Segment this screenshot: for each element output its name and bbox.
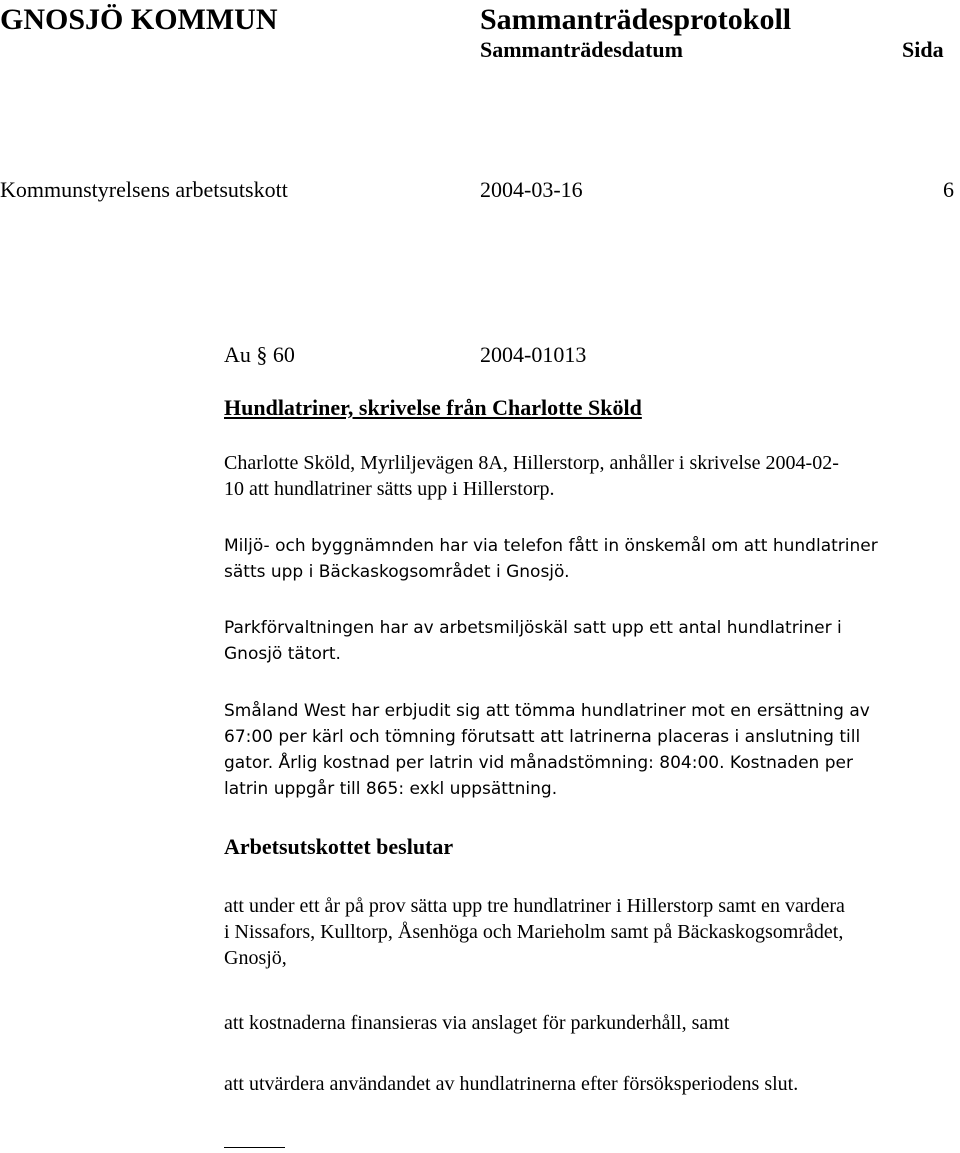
committee-name: Kommunstyrelsens arbetsutskott <box>0 177 288 202</box>
meeting-date-label: Sammanträdesdatum <box>480 37 683 62</box>
meeting-date: 2004-03-16 <box>480 177 583 202</box>
document-type: Sammanträdesprotokoll <box>480 3 792 36</box>
paragraph-line: sätts upp i Bäckaskogsområdet i Gnosjö. <box>224 562 570 582</box>
decision-item-financing <box>224 1010 960 1036</box>
page-number: 6 <box>943 177 954 202</box>
paragraph-line: Miljö- och byggnämnden har via telefon fått in önskemål om att hundlatriner <box>224 536 878 556</box>
paragraph-line: Charlotte Sköld, Myrliljevägen 8A, Hillerstorp, anhåller i skrivelse 2004-02- <box>224 452 839 474</box>
paragraph-line: gator. Årlig kostnad per latrin vid månadstömning: 804:00. Kostnaden per <box>224 753 853 773</box>
case-number: 2004-01013 <box>480 342 587 367</box>
item-title: Hundlatriner, skrivelse från Charlotte Sköld <box>224 395 642 420</box>
paragraph-reference: Au § 60 <box>224 342 295 367</box>
paragraph-line: Parkförvaltningen har av arbetsmiljöskäl satt upp ett antal hundlatriner i <box>224 618 842 638</box>
decision-item-install <box>224 893 960 971</box>
paragraph-park-administration <box>224 615 960 667</box>
paragraph-smaland-west-offer <box>224 698 960 802</box>
decision-line: att kostnaderna finansieras via anslaget för parkunderhåll, samt <box>224 1012 730 1034</box>
decision-item-evaluation <box>224 1071 960 1097</box>
decision-line: att under ett år på prov sätta upp tre hundlatriner i Hillerstorp samt en vardera <box>224 895 845 917</box>
paragraph-line: Småland West har erbjudit sig att tömma hundlatriner mot en ersättning av <box>224 701 870 721</box>
decision-line: i Nissafors, Kulltorp, Åsenhöga och Marieholm samt på Bäckaskogsområdet, <box>224 921 844 943</box>
decision-line: att utvärdera användandet av hundlatrinerna efter försöksperiodens slut. <box>224 1073 799 1095</box>
decision-line: Gnosjö, <box>224 947 287 969</box>
paragraph-line: 67:00 per kärl och tömning förutsatt att latrinerna placeras i anslutning till <box>224 727 861 747</box>
paragraph-line: Gnosjö tätort. <box>224 644 341 664</box>
paragraph-request <box>224 450 960 502</box>
paragraph-line: 10 att hundlatriner sätts upp i Hillerstorp. <box>224 478 555 500</box>
decision-heading: Arbetsutskottet beslutar <box>224 834 454 859</box>
page-label: Sida <box>902 37 944 62</box>
paragraph-line: latrin uppgår till 865: exkl uppsättning. <box>224 779 558 799</box>
municipality-name: GNOSJÖ KOMMUN <box>0 3 278 36</box>
signature-rule <box>224 1147 285 1148</box>
paragraph-environment-board <box>224 533 960 585</box>
